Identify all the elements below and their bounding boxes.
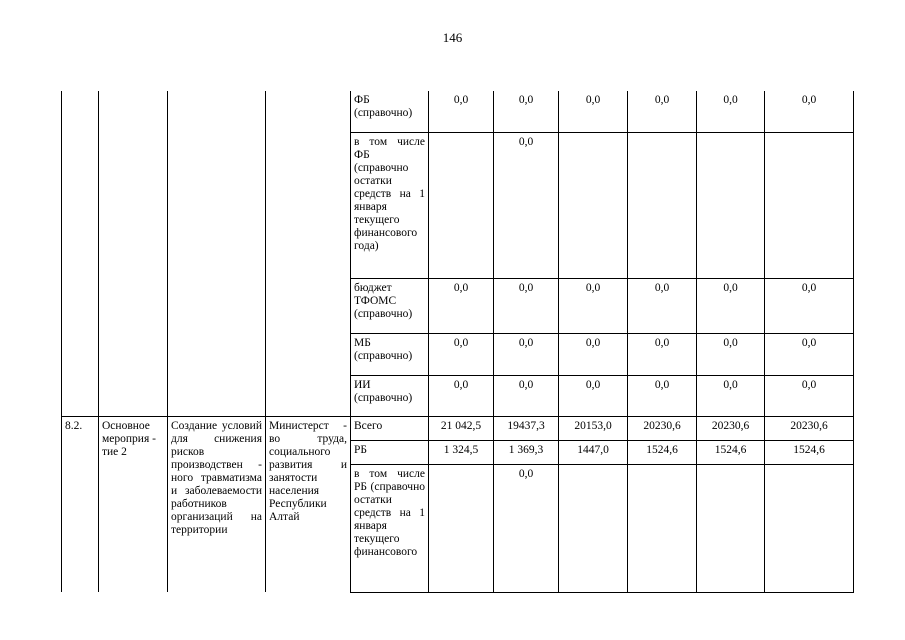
value-cell: 0,0: [628, 375, 697, 416]
value-cell: [765, 132, 854, 278]
source-cell: РБ: [351, 440, 429, 464]
value-cell: 20230,6: [697, 416, 765, 440]
value-cell: 0,0: [765, 278, 854, 333]
value-cell: 0,0: [628, 333, 697, 375]
item-name-cell: Основное мероприя - тие 2: [99, 416, 168, 592]
table-row: [62, 91, 854, 132]
executor-cell-empty: [266, 91, 351, 416]
value-cell: 1 369,3: [494, 440, 559, 464]
value-cell: 0,0: [559, 278, 628, 333]
value-cell: 0,0: [765, 91, 854, 132]
value-cell: 0,0: [494, 333, 559, 375]
page-number: 146: [442, 30, 463, 45]
number-cell-empty: [62, 91, 99, 416]
value-cell: 0,0: [559, 333, 628, 375]
description-cell-empty: [168, 91, 266, 416]
value-cell: [628, 464, 697, 592]
value-cell: 0,0: [429, 278, 494, 333]
source-cell: бюджет ТФОМС (справочно): [351, 278, 429, 333]
value-cell: 0,0: [697, 375, 765, 416]
value-cell: 20230,6: [765, 416, 854, 440]
name-cell-empty: [99, 91, 168, 416]
value-cell: 20153,0: [559, 416, 628, 440]
value-cell: 0,0: [628, 91, 697, 132]
item-number-cell: 8.2.: [62, 416, 99, 592]
source-cell: ИИ (справочно): [351, 375, 429, 416]
value-cell: 0,0: [697, 91, 765, 132]
value-cell: 1447,0: [559, 440, 628, 464]
value-cell: [559, 464, 628, 592]
value-cell: 0,0: [628, 278, 697, 333]
value-cell: 0,0: [494, 91, 559, 132]
value-cell: [697, 132, 765, 278]
value-cell: 0,0: [765, 333, 854, 375]
value-cell: 0,0: [494, 464, 559, 592]
item-executor-cell: Министерст - во труда, социального развития и занятости населения Республики Алтай: [266, 416, 351, 592]
value-cell: 0,0: [429, 375, 494, 416]
value-cell: [765, 464, 854, 592]
source-cell: ФБ (справочно): [351, 91, 429, 132]
source-cell: в том числе РБ (справочно остатки средств на 1 января текущего финансового: [351, 464, 429, 592]
budget-table: [61, 91, 854, 593]
value-cell: 20230,6: [628, 416, 697, 440]
value-cell: 0,0: [429, 333, 494, 375]
value-cell: [429, 464, 494, 592]
source-cell: в том числе ФБ (справочно остатки средств на 1 января текущего финансового года): [351, 132, 429, 278]
source-cell: Всего: [351, 416, 429, 440]
value-cell: 0,0: [429, 91, 494, 132]
value-cell: 1524,6: [765, 440, 854, 464]
item-description-cell: Создание условий для снижения рисков производствен - ного травматизма и заболеваемости работников организаций на территории: [168, 416, 266, 592]
value-cell: [559, 132, 628, 278]
value-cell: [429, 132, 494, 278]
value-cell: 0,0: [697, 333, 765, 375]
value-cell: 1524,6: [628, 440, 697, 464]
value-cell: 0,0: [559, 91, 628, 132]
value-cell: [697, 464, 765, 592]
value-cell: 0,0: [494, 132, 559, 278]
value-cell: 0,0: [765, 375, 854, 416]
value-cell: 1524,6: [697, 440, 765, 464]
source-cell: МБ (справочно): [351, 333, 429, 375]
value-cell: 0,0: [494, 375, 559, 416]
value-cell: 0,0: [559, 375, 628, 416]
value-cell: [628, 132, 697, 278]
table-row: [62, 416, 854, 440]
value-cell: 1 324,5: [429, 440, 494, 464]
value-cell: 21 042,5: [429, 416, 494, 440]
value-cell: 0,0: [494, 278, 559, 333]
value-cell: 19437,3: [494, 416, 559, 440]
value-cell: 0,0: [697, 278, 765, 333]
